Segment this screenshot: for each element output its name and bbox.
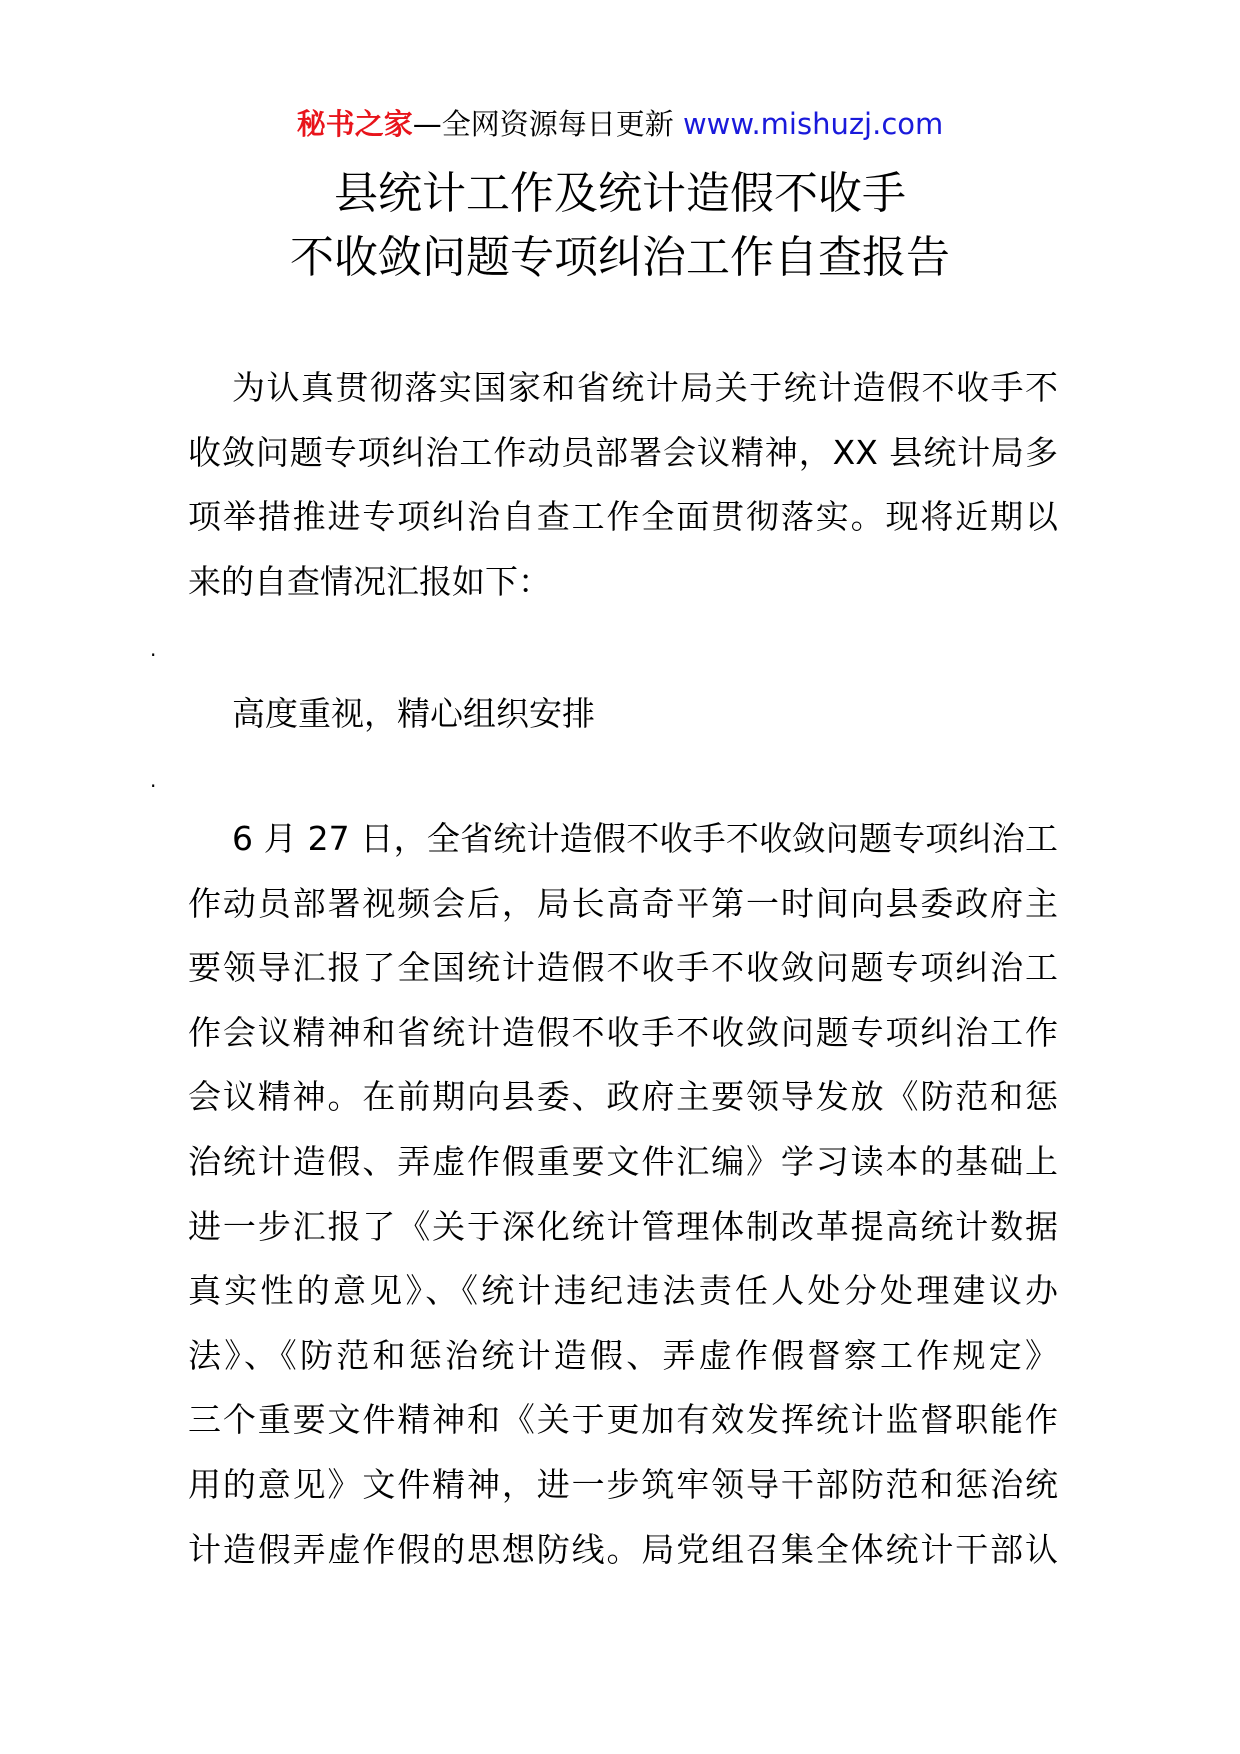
paragraph-line: 作动员部署视频会后，局长高奇平第一时间向县委政府主 — [188, 883, 1058, 923]
paragraph-line: 法》、《防范和惩治统计造假、弄虚作假督察工作规定》 — [188, 1335, 1058, 1375]
paragraph-line: 6 月 27 日，全省统计造假不收手不收敛问题专项纠治工 — [232, 819, 1058, 858]
site-header — [0, 104, 1240, 144]
paragraph-line: 计造假弄虚作假的思想防线。局党组召集全体统计干部认 — [188, 1529, 1058, 1569]
intro-paragraph — [188, 356, 1058, 614]
paragraph-line: 进一步汇报了《关于深化统计管理体制改革提高统计数据 — [188, 1206, 1058, 1246]
brand-name: 秘书之家 — [296, 107, 413, 141]
paragraph-line: 项举措推进专项纠治自查工作全面贯彻落实。现将近期以 — [188, 497, 1058, 537]
paragraph-line: 为认真贯彻落实国家和省统计局关于统计造假不收手不 — [232, 368, 1058, 407]
paragraph-line: 收敛问题专项纠治工作动员部署会议精神，XX 县统计局多 — [188, 432, 1058, 472]
paragraph-line: 用的意见》文件精神，进一步筑牢领导干部防范和惩治统 — [188, 1464, 1058, 1504]
section-heading: 高度重视，精心组织安排 — [232, 694, 595, 733]
paragraph-line: 会议精神。在前期向县委、政府主要领导发放《防范和惩 — [188, 1077, 1058, 1117]
stray-dot-mark: · — [150, 774, 157, 798]
paragraph-line: 作会议精神和省统计造假不收手不收敛问题专项纠治工作 — [188, 1012, 1058, 1052]
stray-dot-mark: · — [150, 643, 157, 667]
document-title-line-1: 县统计工作及统计造假不收手 — [334, 168, 906, 219]
paragraph-line: 治统计造假、弄虚作假重要文件汇编》学习读本的基础上 — [188, 1141, 1058, 1181]
paragraph-line: 真实性的意见》、《统计违纪违法责任人处分处理建议办 — [188, 1271, 1058, 1311]
document-title-line-2: 不收敛问题专项纠治工作自查报告 — [290, 232, 950, 283]
paragraph-line: 三个重要文件精神和《关于更加有效发挥统计监督职能作 — [188, 1400, 1058, 1440]
header-tagline: —全网资源每日更新 — [412, 107, 674, 141]
paragraph-line: 要领导汇报了全国统计造假不收手不收敛问题专项纠治工 — [188, 948, 1058, 988]
body-paragraph — [188, 807, 1058, 1582]
site-url-link[interactable]: www.mishuzj.com — [682, 107, 944, 141]
paragraph-line: 来的自查情况汇报如下： — [188, 561, 551, 601]
